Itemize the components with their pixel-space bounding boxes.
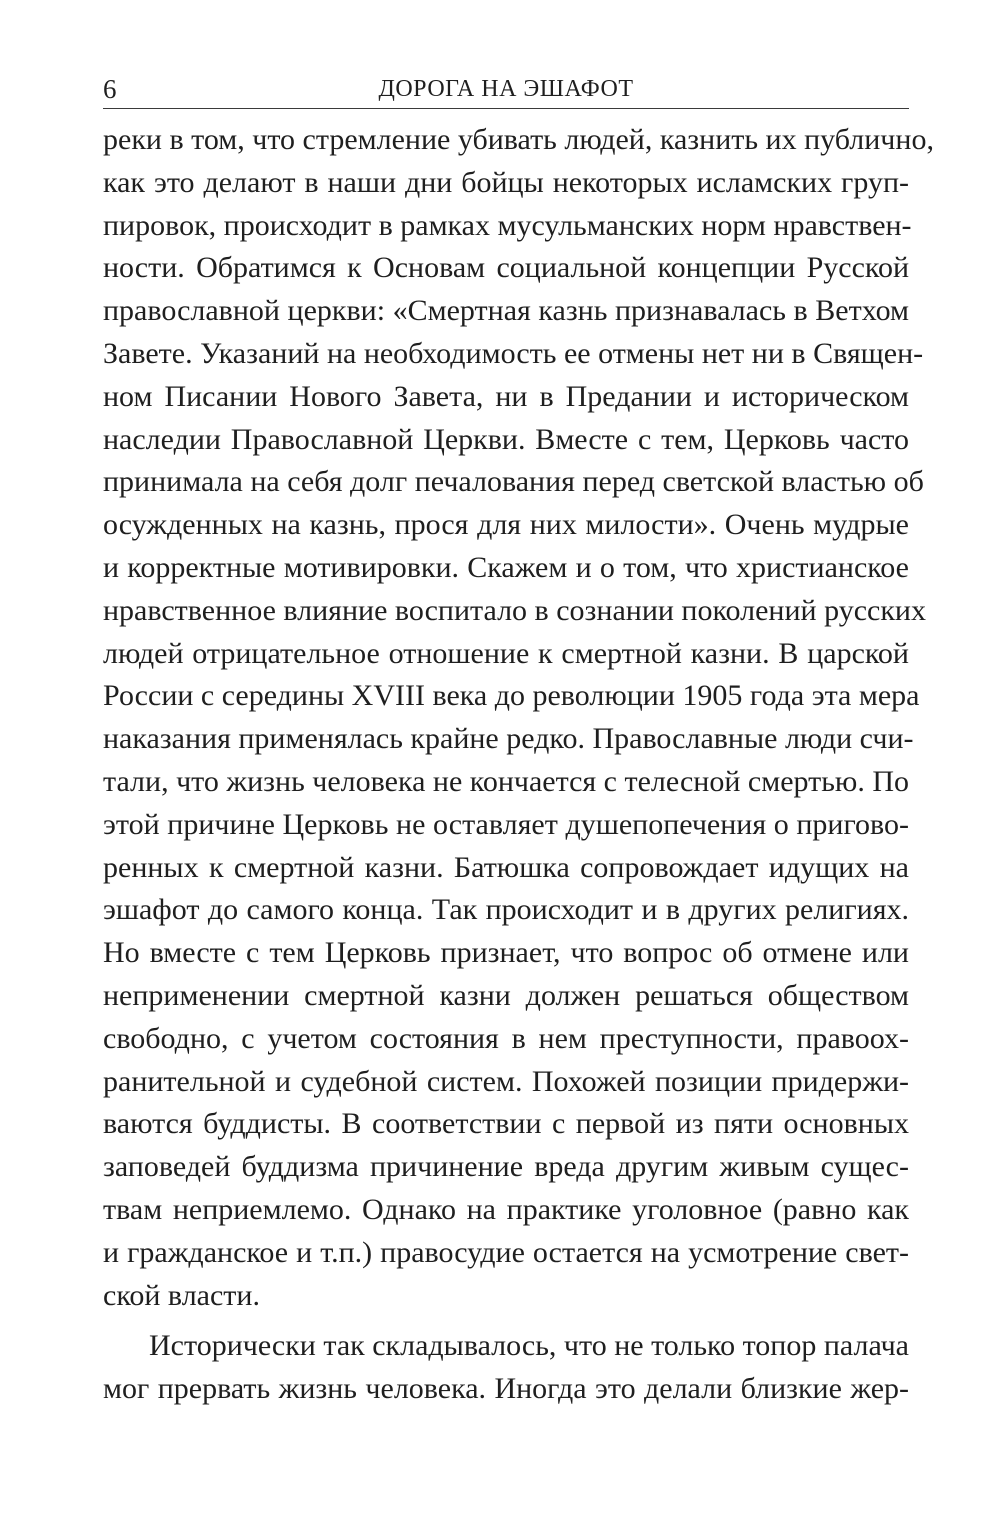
body-text (103, 119, 934, 1411)
text-line: нравственное влияние воспитало в сознании поколений русских (103, 593, 926, 627)
paragraph (103, 119, 934, 1317)
text-line: Но вместе с тем Церковь признает, что вопрос об отмене или (103, 936, 909, 970)
text-line: ранительной и судебной систем. Похожей позиции придержи- (103, 1064, 909, 1098)
text-line: пировок, происходит в рамках мусульманских норм нравствен- (103, 208, 912, 242)
book-page (103, 68, 934, 1411)
text-line: эшафот до самого конца. Так происходит и в других религиях. (103, 893, 909, 927)
text-line: неприменении смертной казни должен решаться обществом (103, 978, 909, 1012)
text-line: Исторически так складывалось, что не только топор палача (149, 1329, 909, 1363)
text-line: ваются буддисты. В соответствии с первой из пяти основных (103, 1107, 909, 1141)
text-line: принимала на себя долг печалования перед светской властью об (103, 465, 924, 499)
text-line: России с середины XVIII века до революции 1905 года эта мера (103, 679, 920, 713)
text-line: твам неприемлемо. Однако на практике уголовное (равно как (103, 1192, 909, 1226)
running-header (103, 68, 909, 109)
text-line: реки в том, что стремление убивать людей, казнить их публично, (103, 123, 934, 156)
text-line: людей отрицательное отношение к смертной казни. В царской (103, 636, 909, 670)
running-title: ДОРОГА НА ЭШАФОТ (378, 76, 634, 102)
paragraph (103, 1325, 909, 1411)
text-line: наследии Православной Церкви. Вместе с тем, Церковь часто (103, 422, 909, 456)
text-line: наказания применялась крайне редко. Православные люди счи- (103, 722, 914, 756)
text-line: ном Писании Нового Завета, ни в Предании и историческом (103, 379, 909, 413)
page-number: 6 (103, 74, 117, 104)
text-line: Завете. Указаний на необходимость ее отмены нет ни в Священ- (103, 336, 924, 370)
text-line: ренных к смертной казни. Батюшка сопровождает идущих на (103, 850, 909, 884)
text-line: мог прервать жизнь человека. Иногда это делали близкие жер- (103, 1372, 909, 1406)
text-line: и корректные мотивировки. Скажем и о том, что христианское (103, 550, 909, 584)
paragraph-gap (103, 1317, 909, 1325)
text-line: как это делают в наши дни бойцы некоторых исламских груп- (103, 165, 909, 199)
text-line: и гражданское и т.п.) правосудие остается на усмотрение свет- (103, 1235, 909, 1269)
text-line: ности. Обратимся к Основам социальной концепции Русской (103, 251, 909, 285)
text-line: ской власти. (103, 1278, 260, 1312)
text-line: этой причине Церковь не оставляет душепопечения о пригово- (103, 807, 909, 841)
text-line: осужденных на казнь, прося для них милости». Очень мудрые (103, 508, 909, 542)
text-line: православной церкви: «Смертная казнь признавалась в Ветхом (103, 294, 909, 328)
text-line: заповедей буддизма причинение вреда другим живым сущес- (103, 1150, 909, 1184)
text-line: тали, что жизнь человека не кончается с телесной смертью. По (103, 764, 909, 798)
text-line: свободно, с учетом состояния в нем преступности, правоох- (103, 1021, 909, 1055)
